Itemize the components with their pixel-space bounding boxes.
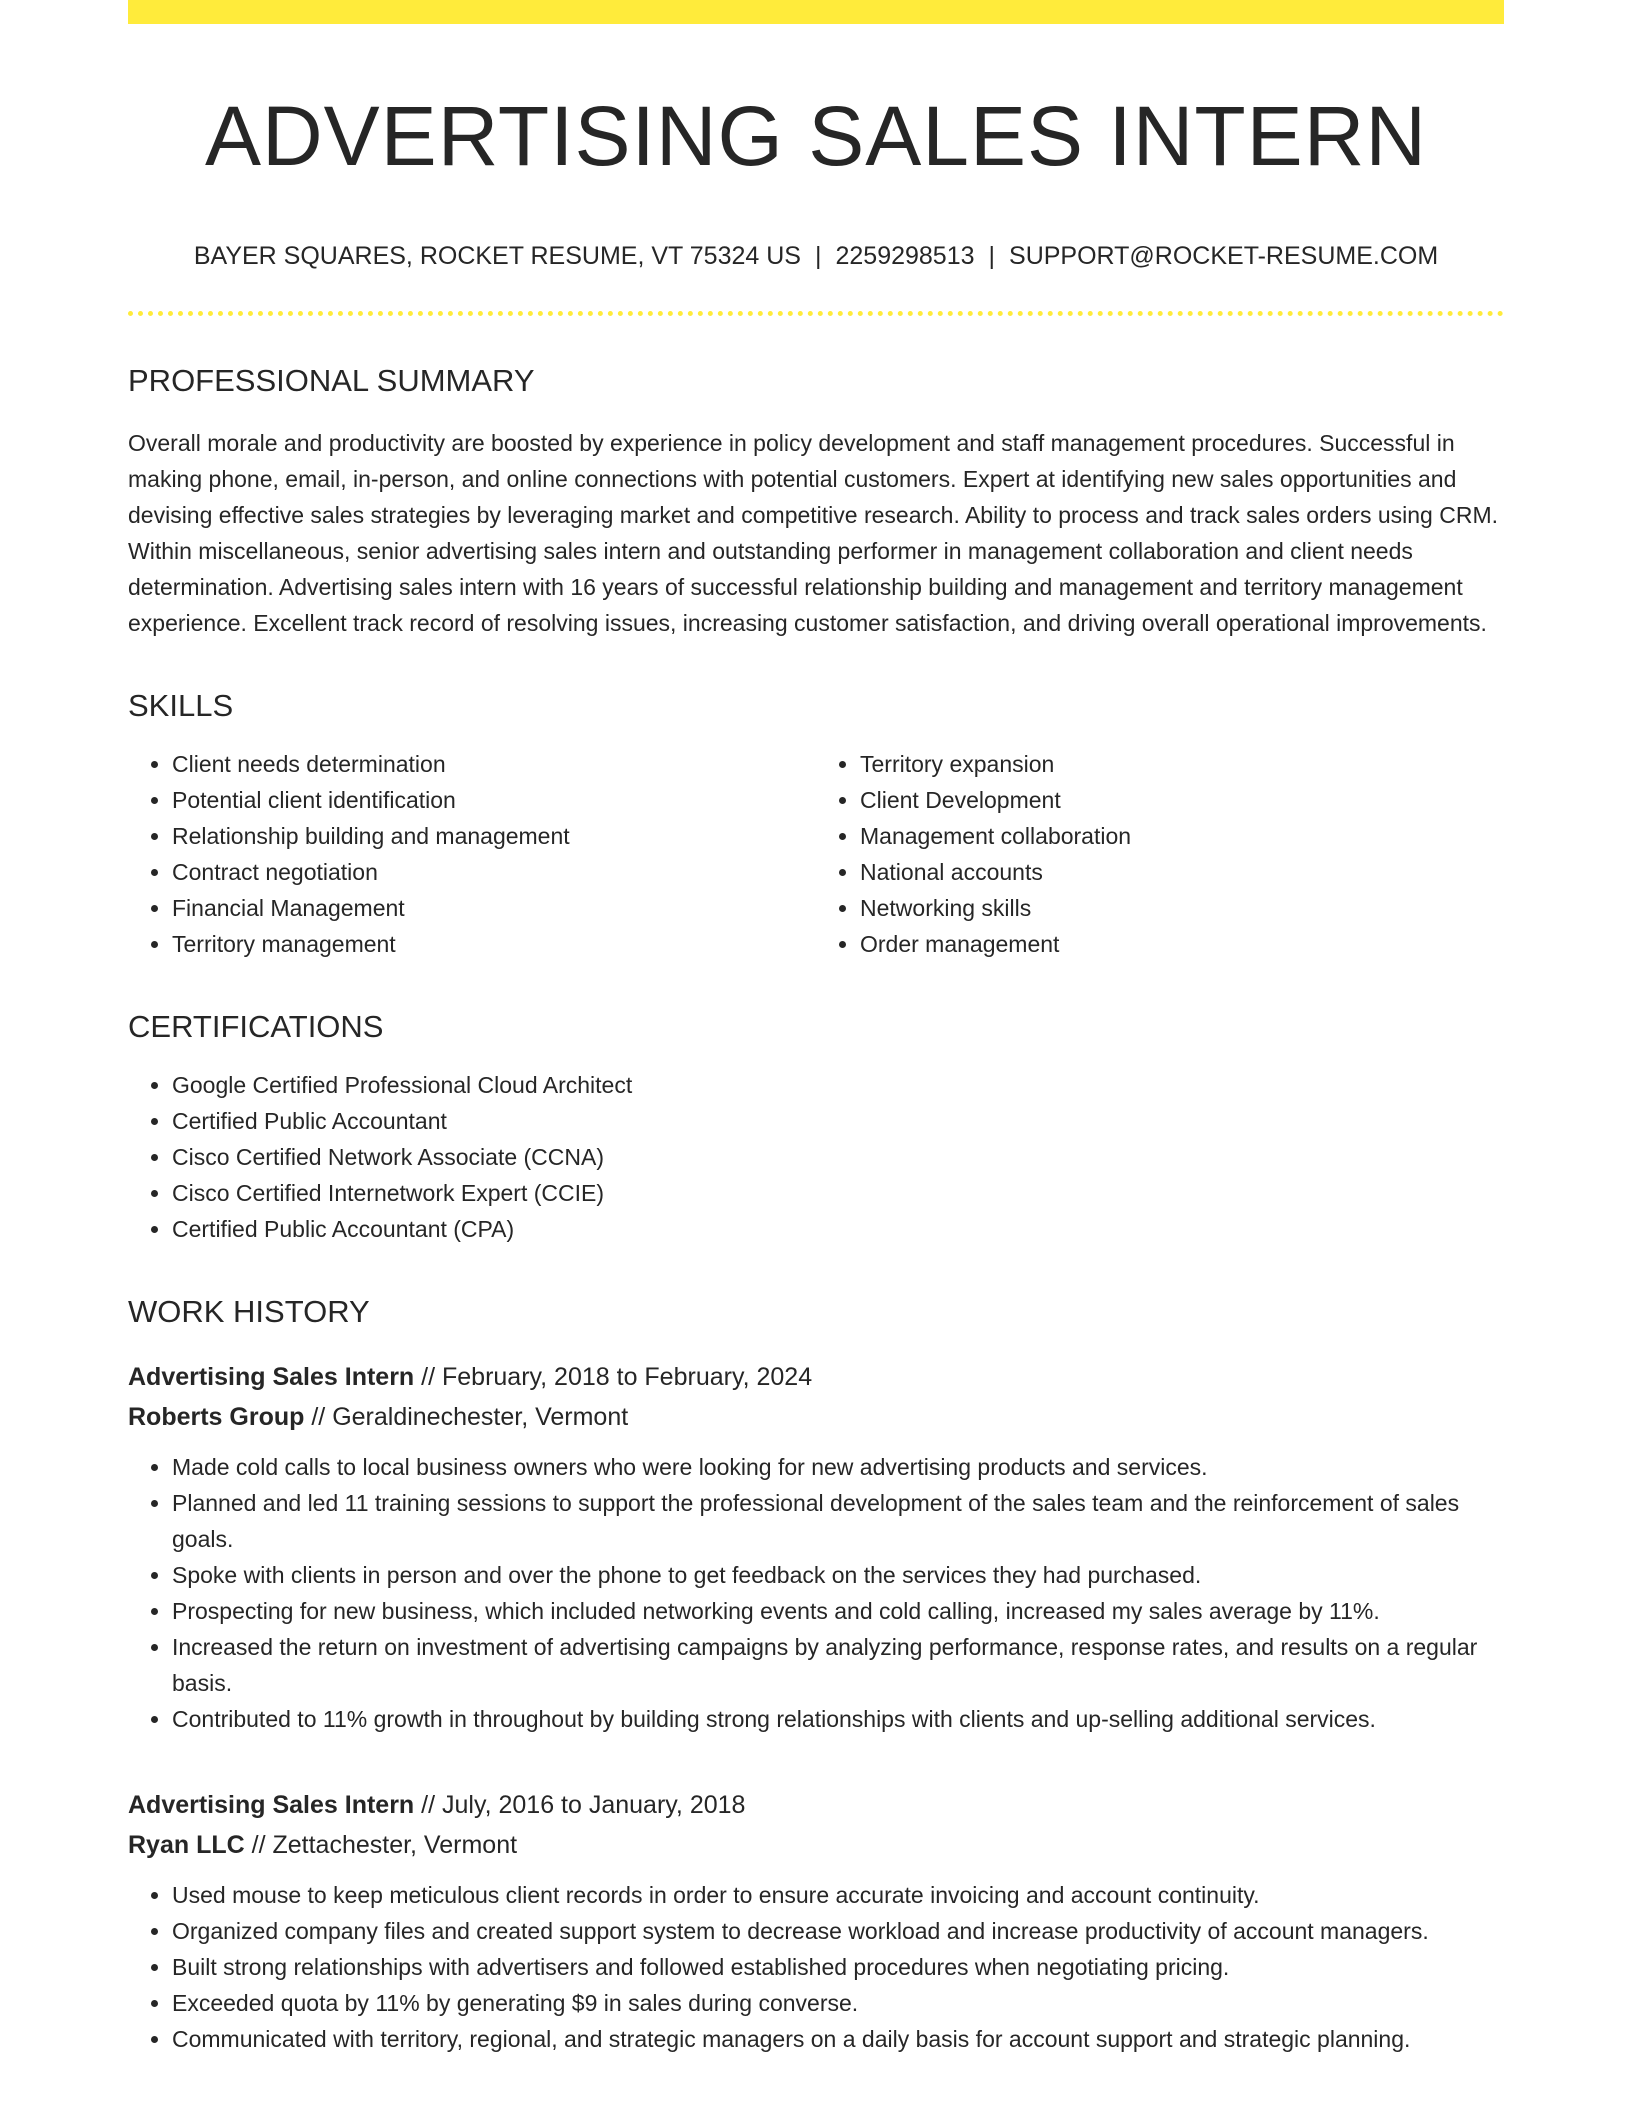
skill-item: • Territory expansion — [860, 746, 1504, 782]
resume-page — [128, 0, 1504, 2057]
skill-item: • National accounts — [860, 854, 1504, 890]
certification-item: • Cisco Certified Network Associate (CCNA) — [172, 1139, 1504, 1175]
certification-item: • Certified Public Accountant — [172, 1103, 1504, 1139]
job-entry — [128, 1785, 1504, 2057]
skill-item: • Management collaboration — [860, 818, 1504, 854]
resume-name: ADVERTISING SALES INTERN — [204, 89, 1428, 183]
job-title-line — [128, 1357, 1504, 1397]
summary-text: Overall morale and productivity are boosted by experience in policy development and staff management procedures. Successful in making phone, email, in-person, and online connections with potential customers. Expert at identifying new sales opportunities and devising effective sales strategies by leveraging market and competitive research. Ability to process and track sales orders using CRM. Within miscellaneous, senior advertising sales intern and outstanding performer in management collaboration and client needs determination. Advertising sales intern with 16 years of successful relationship building and management and territory management experience. Excellent track record of resolving issues, increasing customer satisfaction, and driving overall operational improvements. — [128, 429, 1498, 636]
job-bullet: • Made cold calls to local business owners who were looking for new advertising products and services. — [172, 1449, 1504, 1485]
job-title: Advertising Sales Intern — [128, 1790, 415, 1819]
job-bullet: • Exceeded quota by 11% by generating $9 in sales during converse. — [172, 1985, 1504, 2021]
skill-item: • Order management — [860, 926, 1504, 962]
job-bullet: • Prospecting for new business, which included networking events and cold calling, increased my sales average by 11%. — [172, 1593, 1504, 1629]
certification-item: • Certified Public Accountant (CPA) — [172, 1211, 1504, 1247]
certification-item: • Cisco Certified Internetwork Expert (CCIE) — [172, 1175, 1504, 1211]
contact-email: SUPPORT@ROCKET-RESUME.COM — [1009, 241, 1439, 270]
work-history-heading: WORK HISTORY — [128, 1294, 370, 1330]
dotted-divider — [128, 311, 1504, 316]
job-company: Roberts Group — [128, 1402, 305, 1431]
certification-item: • Google Certified Professional Cloud Architect — [172, 1067, 1504, 1103]
skills-list-right — [816, 746, 1504, 962]
job-title: Advertising Sales Intern — [128, 1362, 415, 1391]
skills-list-left — [128, 746, 816, 962]
job-title-line — [128, 1785, 1504, 1825]
job-bullet: • Used mouse to keep meticulous client records in order to ensure accurate invoicing and account continuity. — [172, 1877, 1504, 1913]
skill-item: • Relationship building and management — [172, 818, 816, 854]
skills-heading: SKILLS — [128, 687, 234, 723]
job-bullet: • Contributed to 11% growth in throughout by building strong relationships with clients and up-selling additional services. — [172, 1701, 1504, 1737]
job-bullet: • Communicated with territory, regional, and strategic managers on a daily basis for account support and strategic planning. — [172, 2021, 1504, 2057]
job-bullets — [128, 1877, 1504, 2057]
job-company-line — [128, 1825, 1504, 1865]
skill-item: • Financial Management — [172, 890, 816, 926]
job-location: // Geraldinechester, Vermont — [304, 1402, 629, 1431]
job-header — [128, 1785, 1504, 1865]
skill-item: • Client Development — [860, 782, 1504, 818]
job-location: // Zettachester, Vermont — [244, 1830, 518, 1859]
job-bullet: • Spoke with clients in person and over the phone to get feedback on the services they had purchased. — [172, 1557, 1504, 1593]
certifications-heading: CERTIFICATIONS — [128, 1009, 384, 1045]
job-entry — [128, 1357, 1504, 1737]
job-header — [128, 1357, 1504, 1437]
summary-heading: PROFESSIONAL SUMMARY — [128, 362, 535, 398]
skill-item: • Potential client identification — [172, 782, 816, 818]
top-accent-bar — [128, 0, 1504, 24]
skill-item: • Contract negotiation — [172, 854, 816, 890]
job-company-line — [128, 1397, 1504, 1437]
skills-grid — [128, 746, 1504, 962]
skill-item: • Networking skills — [860, 890, 1504, 926]
contact-separator: | — [814, 241, 822, 270]
job-bullet: • Organized company files and created support system to decrease workload and increase productivity of account managers. — [172, 1913, 1504, 1949]
job-bullet: • Planned and led 11 training sessions to support the professional development of the sales team and the reinforcement of sales goals. — [172, 1485, 1504, 1557]
contact-line — [128, 241, 1504, 271]
skill-item: • Client needs determination — [172, 746, 816, 782]
contact-address: BAYER SQUARES, ROCKET RESUME, VT 75324 US — [193, 241, 801, 270]
contact-separator: | — [988, 241, 996, 270]
job-bullet: • Increased the return on investment of advertising campaigns by analyzing performance, response rates, and results on a regular basis. — [172, 1629, 1504, 1701]
job-dates: // February, 2018 to February, 2024 — [414, 1362, 813, 1391]
certifications-list — [128, 1067, 1504, 1247]
skill-item: • Territory management — [172, 926, 816, 962]
job-bullets — [128, 1449, 1504, 1737]
job-dates: // July, 2016 to January, 2018 — [414, 1790, 746, 1819]
job-company: Ryan LLC — [128, 1830, 245, 1859]
job-bullet: • Built strong relationships with advertisers and followed established procedures when negotiating pricing. — [172, 1949, 1504, 1985]
contact-phone: 2259298513 — [835, 241, 975, 270]
